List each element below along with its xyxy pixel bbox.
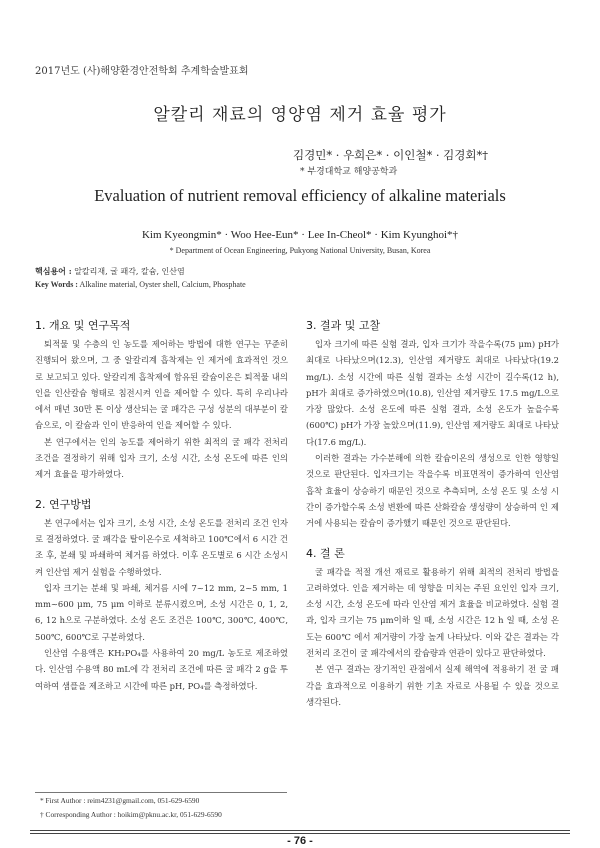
keywords-korean-label: 핵심용어 : (35, 266, 72, 276)
section-2-paragraph-3: 인산염 수용액은 KH₂PO₄를 사용하여 20 mg/L 농도로 제조하였다. 인산염 수용액 80 mL에 각 전처리 조건에 따른 굴 패각 2 g을 투여하여 샘플을 제조하고 시간에 따른 pH, PO₄를 측정하였다. (35, 648, 288, 691)
paper-title-english: Evaluation of nutrient removal efficiency of alkaline materials (94, 186, 506, 205)
section-3-paragraph-2: 이러한 결과는 가수분해에 의한 칼슘이온의 생성으로 인한 영향일 것으로 판단된다. 입자크기는 작을수록 비표면적이 증가하여 인산염 흡착 효율이 상승하기 때문인 것으로 추측되며, 소성 온도 및 소성 시간이 증가할수록 소성 변환에 따른 산화칼슘 생성량이 상승하여 인 제거에 사용되는 칼슘이 증가했기 때문인 것으로 판단된다. (306, 453, 559, 529)
section-1-paragraph-2: 본 연구에서는 인의 농도를 제어하기 위한 최적의 굴 패각 전처리 조건을 결정하기 위해 입자 크기, 소성 시간, 소성 온도에 따른 인의 제거 효율을 평가하였다. (35, 436, 288, 480)
section-4-heading: 4. 결 론 (306, 546, 345, 560)
authors-english: Kim Kyeongmin* · Woo Hee-Eun* · Lee In-Cheol* · Kim Kyunghoi*† (141, 229, 459, 241)
section-4-paragraph-2: 본 연구 결과는 장기적인 관점에서 실제 해역에 적용하기 전 굴 패각을 효과적으로 이용하기 위한 기초 자료로 사용될 수 있을 것으로 생각된다. (306, 664, 559, 707)
affiliation-english: * Department of Ocean Engineering, Pukyong National University, Busan, Korea (169, 246, 431, 255)
section-3-paragraph-1: 입자 크기에 따른 실험 결과, 입자 크기가 작을수록(75 μm) pH가 최대로 나타났으며(12.3), 인산염 제거량도 최대로 나타났다(19.2 mg/L). 소성 시간에 따른 실험 결과는 소성 시간이 길수록(12 h), pH가 최대로 증가하였으며(10.8), 인산염 제거량도 17.5 mg/L으로 가장 많았다. 소성 온도에 따른 실험 결과, 소성 온도가 높을수록(600℃) pH가 가장 높았으며(11.9), 인산염 제거량도 최대로 나타났다(17.6 mg/L). (306, 339, 559, 447)
section-1-heading: 1. 개요 및 연구목적 (35, 319, 131, 332)
section-1-paragraph-1: 퇴적물 및 수층의 인 농도를 제어하는 방법에 대한 연구는 꾸준히 진행되어 왔으며, 그 중 알칼리계 흡착제는 인 제거에 효과적인 것으로 보고되고 있다. 알칼리계 흡착제에 함유된 칼슘이온은 퇴적물 내의 인을 인산칼슘 형태로 침전시켜 인을 제어할 수 있다. 특히 우리나라에서 매년 30만 톤 이상 생산되는 굴 패각은 구성 성분의 대부분이 칼슘으로, 이 칼슘과 인이 반응하여 인을 제어할 수 있다. (35, 339, 288, 431)
keywords-korean (35, 266, 185, 277)
right-column (306, 318, 559, 710)
section-2-paragraph-2: 입자 크기는 분쇄 및 파쇄, 체거름 시에 7~12 mm, 2~5 mm, 1 mm~600 μm, 75 μm 이하로 분류시켰으며, 소성 시간은 0, 1, 2, 6, 12 h으로 구분하였다. 소성 온도 조건은 100℃, 300℃, 400℃, 500℃, 600℃로 구분하였다. (35, 582, 288, 642)
affiliation-korean: * 부경대학교 해양공학과 (300, 167, 398, 177)
section-4-paragraph-1: 굴 패각을 적절 개선 재료로 활용하기 위해 최적의 전처리 방법을 고려하였다. 인을 제거하는 데 영향을 미치는 주된 요인인 입자 크기, 소성 시간, 소성 온도에 따라 인산염 제거 효율을 비교하였다. 실험 결과, 입자 크기는 75 μm이하 일 때, 소성 시간은 12 h 일 때, 소성 온도는 600℃ 에서 제거량이 가장 높게 나타났다. 이와 같은 결과는 각 전처리 조건이 굴 패각에서의 칼슘량과 연관이 있다고 판단하였다. (306, 566, 559, 659)
page-number: - 76 - (287, 835, 313, 847)
keywords-english-value: Alkaline material, Oyster shell, Calcium, Phosphate (77, 280, 246, 289)
authors-korean: 김경민* · 우희은* · 이인철* · 김경회*† (293, 148, 488, 162)
conference-header: 2017년도 (사)해양환경안전학회 추계학술발표회 (35, 66, 249, 77)
section-2-heading: 2. 연구방법 (35, 497, 92, 511)
footnote-divider (35, 792, 287, 793)
keywords-english-label: Key Words : (35, 280, 78, 289)
keywords-english (35, 280, 246, 289)
section-2-paragraph-1: 본 연구에서는 입자 크기, 소성 시간, 소성 온도를 전처리 조건 인자로 결정하였다. 굴 패각을 탈이온수로 세척하고 100℃에서 6 시간 건조 후, 분쇄 및 파쇄하여 체거름 하였다. 이후 온도별로 6 시간 소성시켜 인산염 제거 실험을 수행하였다. (35, 517, 288, 577)
footnote-first-author: * First Author : reim4231@gmail.com, 051-629-6590 (40, 796, 200, 805)
page-rule-top (30, 830, 570, 831)
page-rule-bottom (30, 833, 570, 834)
keywords-korean-value: 알칼리재, 굴 패각, 칼슘, 인산염 (71, 267, 185, 276)
section-3-heading: 3. 결과 및 고찰 (306, 319, 381, 332)
left-column (35, 318, 288, 694)
footnote-corresponding-author: † Corresponding Author : hoikim@pknu.ac.kr, 051-629-6590 (40, 810, 222, 819)
paper-title-korean: 알칼리 재료의 영양염 제거 효율 평가 (153, 105, 447, 125)
